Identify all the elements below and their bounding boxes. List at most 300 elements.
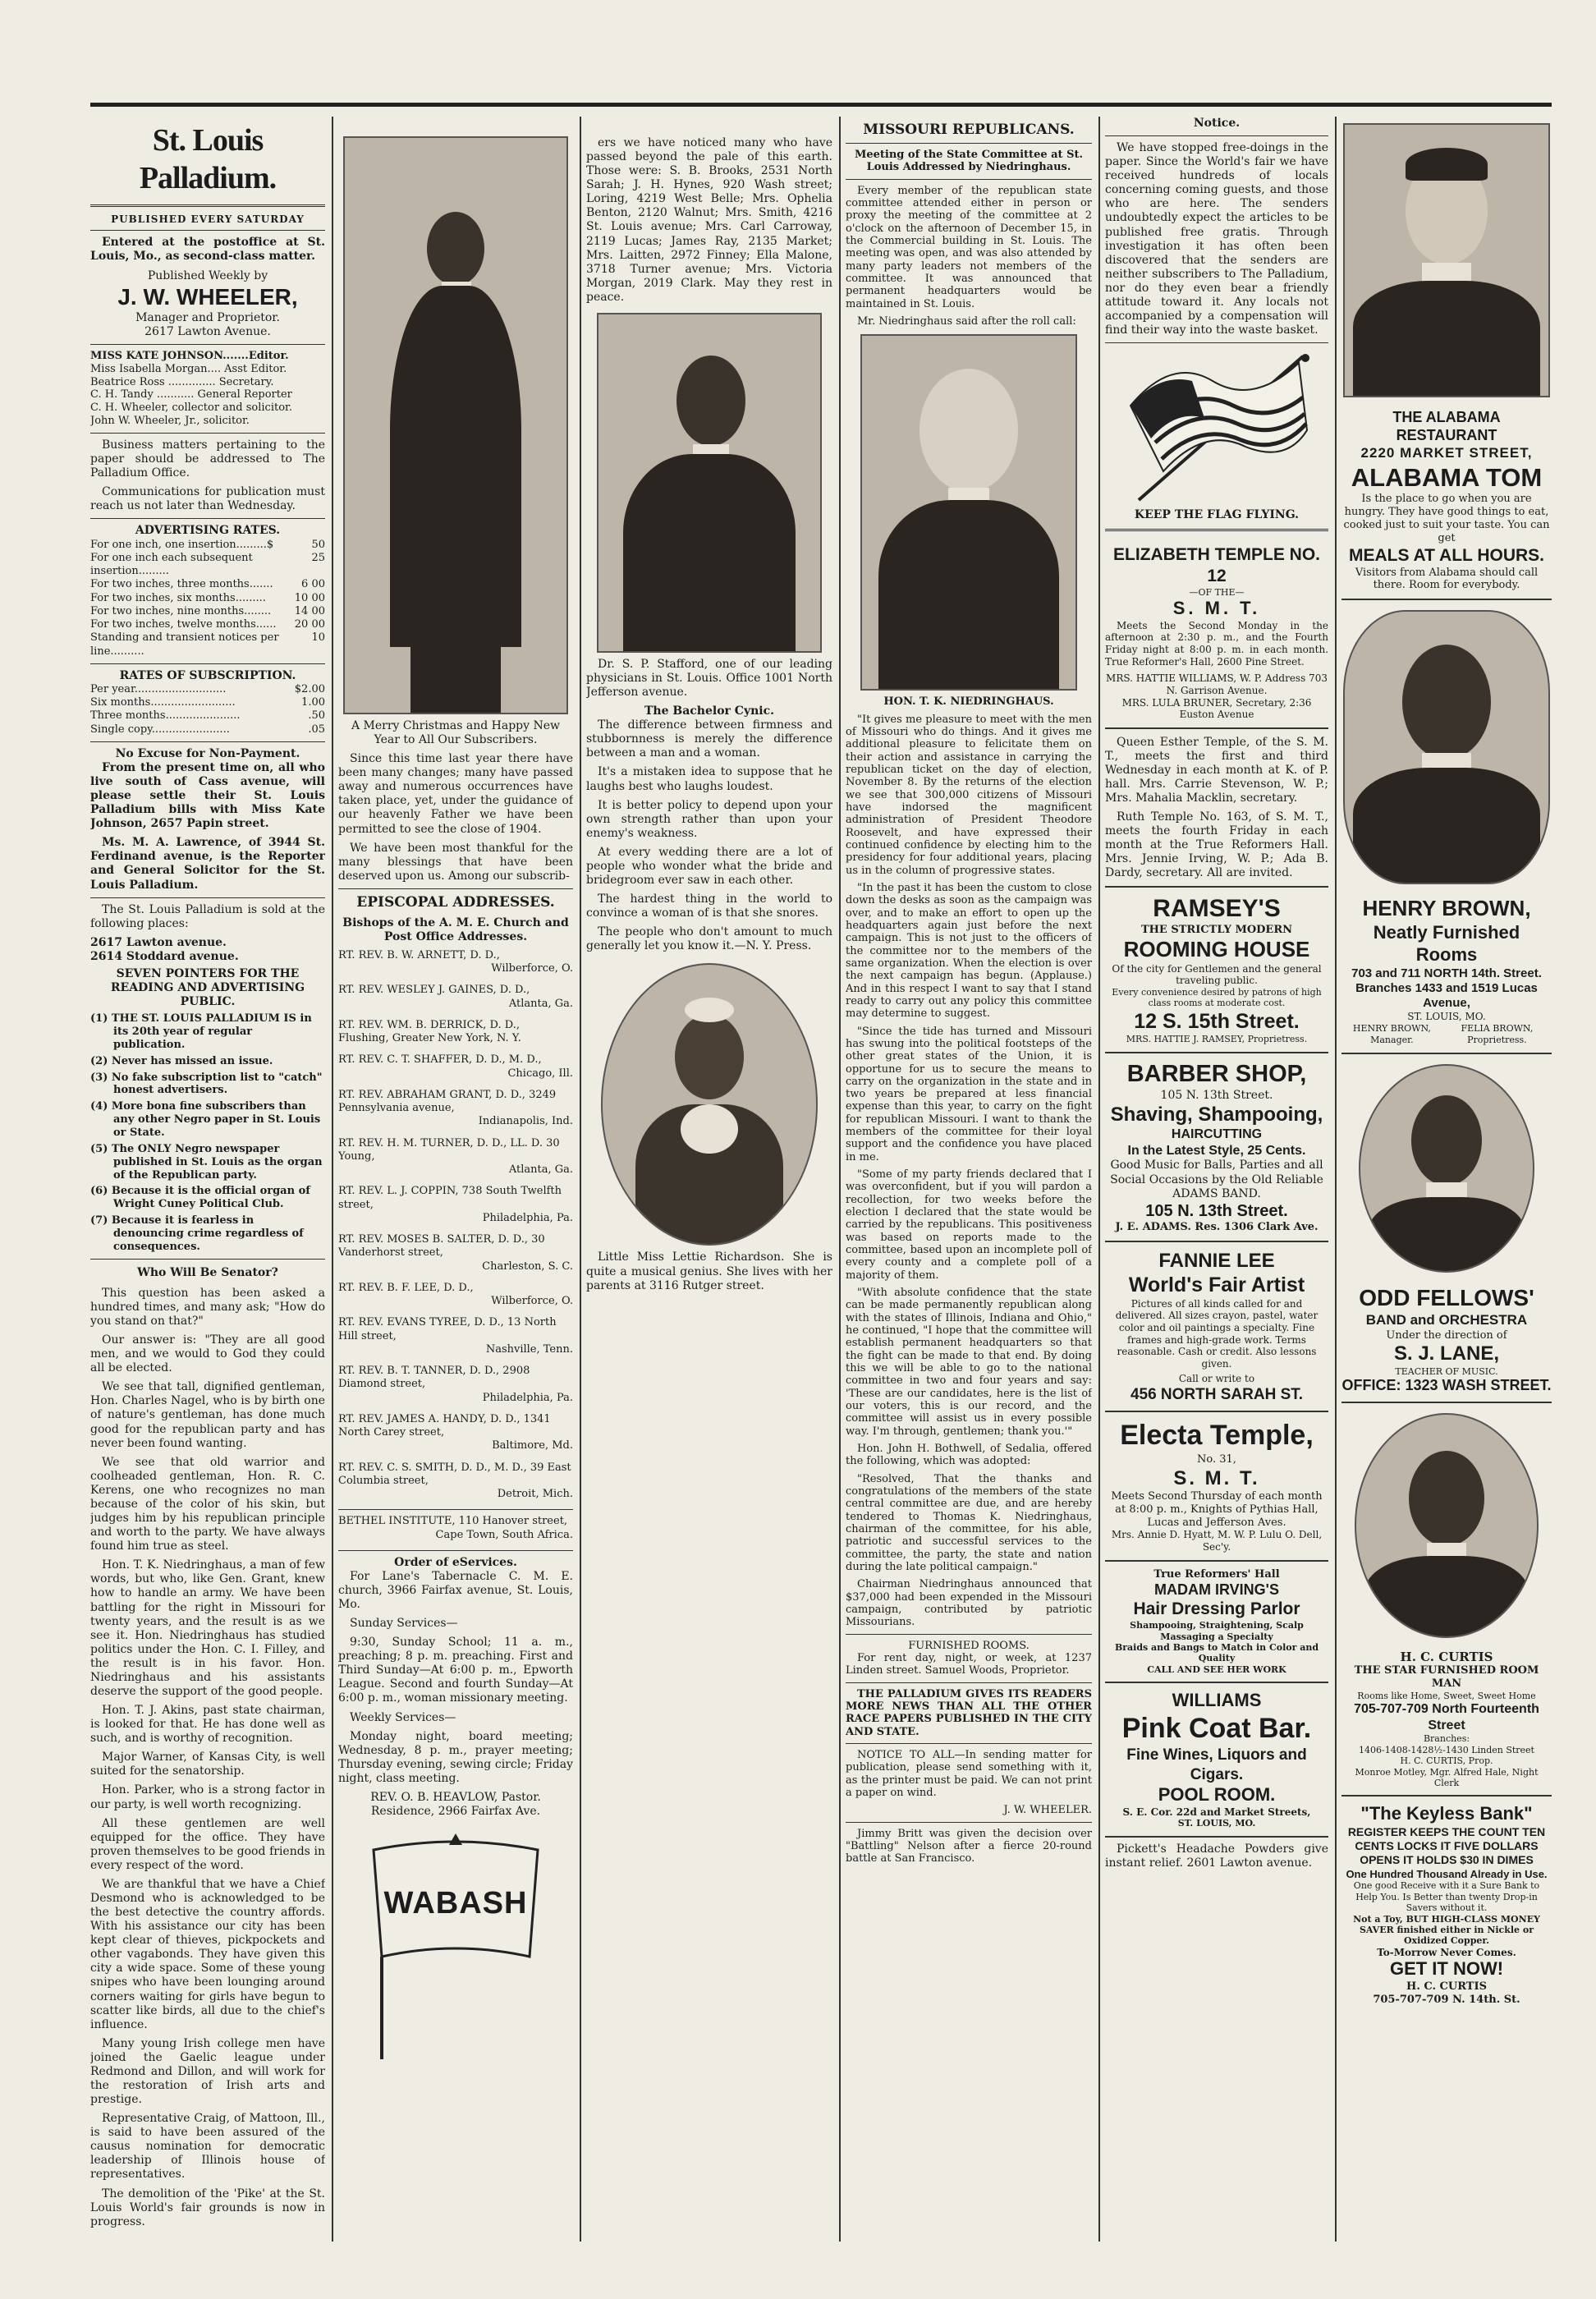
speech-paragraph: Chairman Niedringhaus announced that $37,000 had been expended in the Missouri campaign, contributed by patriotic Missourians.	[846, 1578, 1092, 1629]
rate-label: Standing and transient notices per line..........	[90, 631, 279, 658]
column-republicans	[846, 117, 1092, 2242]
williams-name: WILLIAMS	[1172, 1690, 1262, 1711]
bishop-place: Philadelphia, Pa.	[482, 1391, 573, 1404]
divider	[846, 1634, 1092, 1635]
column-masthead	[90, 117, 325, 2242]
notice-title: Notice.	[1193, 117, 1241, 130]
advertising-rates-title: ADVERTISING RATES.	[135, 524, 281, 538]
divider	[90, 433, 325, 434]
elizabeth-of: —OF THE—	[1189, 586, 1245, 598]
rate-row	[90, 631, 325, 658]
rate-value: $2.00	[294, 682, 325, 695]
oddfellows-office: OFFICE: 1323 WASH STREET.	[1341, 1377, 1552, 1394]
bishop-place: Detroit, Mich.	[497, 1488, 573, 1500]
bishop-name: RT. REV. B. F. LEE, D. D.,	[338, 1281, 474, 1294]
rate-row	[90, 539, 325, 552]
senator-paragraph: All these gentlemen are well equipped for the office. They have proven themselves to be good friends in every respect of the word.	[90, 1816, 325, 1872]
brown-sub: Neatly Furnished Rooms	[1373, 921, 1520, 965]
curtis-mgr: Monroe Motley, Mgr. Alfred Hale, Night Clerk	[1355, 1766, 1539, 1789]
divider	[90, 204, 325, 207]
senator-paragraph: Hon. T. J. Akins, past state chairman, is looked for that. He has done well as such, and is worthy of recognition.	[90, 1704, 325, 1746]
rate-value: .50	[308, 709, 325, 723]
republicans-title: MISSOURI REPUBLICANS.	[863, 122, 1075, 138]
publisher-role: Manager and Proprietor.	[135, 310, 280, 324]
senator-paragraph: Many young Irish college men have joined the Gaelic league under Redmond and Dillon, and will work for the restoration of Irish arts and prestige.	[90, 2036, 325, 2107]
elizabeth-text: Meets the Second Monday in the afternoon at 2:30 p. m., and the Fourth Friday night at 8:00 p. m. in each month. True Reformer's Hall, 2600 Pine Street.	[1105, 619, 1328, 668]
pointer-item: (1) THE ST. LOUIS PALLADIUM IS in its 20th year of regular publication.	[90, 1012, 312, 1051]
bishop-name: RT. REV. MOSES B. SALTER, D. D., 30 Vanderhorst street,	[338, 1233, 545, 1260]
rate-label: Six months.........................	[90, 696, 236, 709]
portrait-photo-dr-stafford	[597, 313, 822, 653]
senator-paragraph: Major Warner, of Kansas City, is well suited for the senatorship.	[90, 1751, 325, 1778]
bishop-entry	[338, 1089, 573, 1129]
flag-illustration	[1105, 348, 1328, 508]
divider	[846, 143, 1092, 144]
brown-officers	[1341, 1023, 1552, 1046]
bishop-entry	[338, 1282, 573, 1309]
divider	[90, 344, 325, 345]
divider	[338, 1509, 573, 1510]
keyless-tomorrow: To-Morrow Never Comes.	[1377, 1946, 1516, 1958]
divider	[90, 741, 325, 742]
notice-text: We have stopped free-doings in the paper. Since the World's fair we have received hundreds of locals concerning coming guests, and those who are here. The senders undoubtedly expect the articles to be published free gratis. Through investigation it has often been discovered that the senders are neither subscribers to The Palladium, nor do they even bear a friendly attitude toward it. Any locals not accompanied by a compensation will find their way into the waste basket.	[1105, 141, 1328, 337]
no-excuse-text: From the present time on, all who live south of Cass avenue, will please settle their St. Louis Palladium bills with Miss Kate Johnson, 2657 Papin street.	[90, 760, 325, 831]
staff-item: C. H. Wheeler, collector and solicitor.	[90, 402, 292, 415]
staff-item: Beatrice Ross .............. Secretary.	[90, 375, 274, 388]
publisher-name: J. W. WHEELER,	[117, 283, 298, 310]
bishop-name: RT. REV. B. T. TANNER, D. D., 2908 Diamond street,	[338, 1365, 530, 1391]
bishop-place: Wilberforce, O.	[491, 962, 573, 975]
divider	[338, 888, 573, 889]
portrait-photo-h-c-curtis	[1355, 1413, 1539, 1638]
ramsey-prop: MRS. HATTIE J. RAMSEY, Proprietress.	[1126, 1034, 1308, 1045]
electa-officers: Mrs. Annie D. Hyatt, M. W. P. Lulu O. Dell, Sec'y.	[1111, 1529, 1323, 1553]
bishop-place: Atlanta, Ga.	[508, 1163, 573, 1176]
services-title: Order of eServices.	[394, 1555, 517, 1569]
pointers-list	[90, 1012, 325, 1254]
bishop-entry	[338, 949, 573, 976]
senator-paragraph: We see that old warrior and coolheaded gentleman, Hon. R. C. Kerens, one who recognizes no man because of the color of his skin, but judges him by his republican principle and worth to the party. We have always found him true as steel.	[90, 1455, 325, 1553]
ad-henry-brown	[1341, 889, 1552, 1053]
divider	[846, 1743, 1092, 1744]
divider	[90, 663, 325, 664]
bishop-entry	[338, 1185, 573, 1225]
brown-address: 703 and 711 NORTH 14th. Street.	[1351, 966, 1542, 980]
bethel-place: Cape Town, South Africa.	[435, 1528, 573, 1541]
stafford-caption: Dr. S. P. Stafford, one of our leading physicians in St. Louis. Office 1001 North Jefferson avenue.	[586, 657, 832, 700]
keyless-body: REGISTER KEEPS THE COUNT TEN CENTS LOCKS IT FIVE DOLLARS OPENS IT HOLDS $30 IN DIMES	[1347, 1825, 1546, 1867]
services-item: Monday night, board meeting; Wednesday, 8 p. m., prayer meeting; Thursday evening, sewing circle; Friday night, class meeting.	[338, 1729, 573, 1785]
barber-adams: J. E. ADAMS. Res. 1306 Clark Ave.	[1115, 1221, 1319, 1234]
column-notices-ads	[1105, 117, 1328, 2242]
bishop-entry	[338, 984, 573, 1011]
bishops-list	[338, 949, 573, 1502]
bishop-entry	[338, 1019, 573, 1046]
bethel-entry	[338, 1515, 573, 1542]
oddfellows-title: ODD FELLOWS'	[1359, 1284, 1534, 1310]
pointer-item: (7) Because it is fearless in denouncing crime regardless of consequences.	[90, 1214, 304, 1253]
fannie-sub: World's Fair Artist	[1128, 1273, 1305, 1297]
flag-caption: KEEP THE FLAG FLYING.	[1134, 508, 1300, 522]
brown-title: HENRY BROWN,	[1362, 896, 1531, 921]
column-ads-right	[1341, 117, 1552, 2242]
ramsey-conv: Every convenience desired by patrons of high class rooms at moderate cost.	[1112, 986, 1322, 1009]
rate-row	[90, 578, 325, 591]
ad-pink-coat-bar	[1105, 1683, 1328, 1838]
britt-text: Jimmy Britt was given the decision over "Battling" Nelson after a fierce 20-round battle at San Francisco.	[846, 1827, 1092, 1865]
senator-paragraph: The demolition of the 'Pike' at the St. Louis World's fair grounds is now in progress.	[90, 2187, 325, 2228]
ramsey-rooming: ROOMING HOUSE	[1123, 937, 1310, 962]
barber-style: In the Latest Style, 25 Cents.	[1127, 1143, 1306, 1158]
curtis-branch-address: 1406-1408-1428½-1430 Linden Street	[1359, 1744, 1534, 1755]
published-line: PUBLISHED EVERY SATURDAY	[111, 213, 305, 225]
bishop-place: Wilberforce, O.	[491, 1295, 573, 1307]
alabama-meals: MEALS AT ALL HOURS.	[1349, 545, 1544, 565]
speech-paragraph: "Some of my party friends declared that I was overconfident, but if you will pardon a recollection, for two weeks before the election I declared that the state would be carried by the republicans. This positiveness was based on reports made to the committee, based upon an incomplete poll of every county and a complete poll of a majority of them.	[846, 1168, 1092, 1282]
divider	[90, 230, 325, 231]
pointer-item: (5) The ONLY Negro newspaper published in St. Louis as the organ of the Republican party.	[90, 1142, 323, 1182]
rate-label: For two inches, nine months........	[90, 604, 272, 617]
bishop-entry	[338, 1365, 573, 1405]
lettie-caption: Little Miss Lettie Richardson. She is quite a musical genius. She lives with her parents at 3116 Rutger street.	[586, 1250, 832, 1292]
rate-value: 10	[311, 631, 325, 645]
column-rule	[580, 117, 581, 2242]
pickett-text: Pickett's Headache Powders give instant relief. 2601 Lawton avenue.	[1105, 1842, 1328, 1870]
episcopal-title: EPISCOPAL ADDRESSES.	[356, 893, 555, 911]
pointer-item: (4) More bona fine subscribers than any other Negro paper in St. Louis or State.	[90, 1100, 321, 1140]
services-pastor: REV. O. B. HEAVLOW, Pastor. Residence, 2966 Fairfax Ave.	[370, 1790, 541, 1818]
alabama-tom: ALABAMA TOM	[1351, 462, 1543, 492]
keyless-hundred: One Hundred Thousand Already in Use.	[1346, 1867, 1548, 1880]
bishop-name: RT. REV. L. J. COPPIN, 738 South Twelfth street,	[338, 1185, 562, 1211]
bethel-name: BETHEL INSTITUTE, 110 Hanover street,	[338, 1515, 568, 1528]
republicans-intro: Mr. Niedringhaus said after the roll call:	[857, 314, 1076, 328]
rate-row	[90, 618, 325, 631]
rate-row	[90, 552, 325, 579]
ramsey-strict: THE STRICTLY MODERN	[1140, 924, 1293, 937]
subscription-rates-title: RATES OF SUBSCRIPTION.	[119, 668, 296, 682]
ramsey-title: RAMSEY'S	[1153, 894, 1281, 922]
ad-fannie-lee	[1105, 1242, 1328, 1412]
fannie-title: FANNIE LEE	[1158, 1249, 1275, 1272]
divider	[338, 1550, 573, 1551]
alabama-title: THE ALABAMA RESTAURANT	[1392, 409, 1501, 443]
bishop-place: Nashville, Tenn.	[485, 1342, 573, 1356]
divider	[846, 1822, 1092, 1823]
column-rule	[332, 117, 333, 2242]
business-notice: Business matters pertaining to the paper should be addressed to The Palladium Office.	[90, 438, 325, 480]
entered-notice: Entered at the postoffice at St. Louis, Mo., as second-class matter.	[90, 236, 325, 264]
speech-paragraph: "With absolute confidence that the state can be made permanently republican along with the states of Illinois, Indiana and Ohio," he continued, "I hope that the committee will establish permanent headquarters so that the fight can be made to that end. By doing this we will be able to go to the national committee in two and four years and say: 'These are our candidates, here is the list of our voters, this is our record, and the committee will assist us in every possible way. I'm through, gentlemen; thank you.'"	[846, 1287, 1092, 1438]
wabash-banner	[357, 1833, 554, 2063]
bishop-entry	[338, 1462, 573, 1502]
rate-row	[90, 696, 325, 709]
brown-branches: Branches 1433 and 1519 Lucas Avenue,	[1355, 980, 1538, 1011]
staff-item: Miss Isabella Morgan.... Asst Editor.	[90, 362, 287, 375]
divider	[1105, 135, 1328, 136]
palladium-gives: THE PALLADIUM GIVES ITS READERS MORE NEWS THAN ALL THE OTHER RACE PAPERS PUBLISHED IN THE CITY AND STATE.	[846, 1687, 1092, 1738]
masthead-title: St. Louis Palladium.	[139, 123, 277, 196]
bishop-place: Atlanta, Ga.	[508, 997, 573, 1010]
published-weekly: Published Weekly by	[147, 268, 268, 282]
oddfellows-dir: Under the direction of	[1386, 1328, 1507, 1342]
column-portraits	[586, 117, 832, 2242]
rate-row	[90, 709, 325, 723]
brown-city: ST. LOUIS, MO.	[1407, 1011, 1486, 1023]
subscription-rates-table	[90, 683, 325, 737]
seven-pointers-title: SEVEN POINTERS FOR THE READING AND ADVERTISING PUBLIC.	[110, 966, 305, 1009]
ad-alabama-restaurant	[1341, 402, 1552, 600]
elizabeth-officer: MRS. HATTIE WILLIAMS, W. P. Address 703 N. Garrison Avenue.	[1106, 672, 1328, 696]
speech-paragraph: Hon. John H. Bothwell, of Sedalia, offered the following, which was adopted:	[846, 1443, 1092, 1468]
ad-madam-irving	[1105, 1562, 1328, 1683]
rate-value: 14 00	[294, 604, 325, 617]
publisher-address: 2617 Lawton Avenue.	[144, 324, 271, 338]
staff-item: C. H. Tandy ........... General Reporter	[90, 388, 292, 402]
bachelor-item: The difference between firmness and stubbornness is merely the difference between a man and a woman.	[586, 718, 832, 760]
bishop-entry	[338, 1316, 573, 1356]
republicans-subtitle: Meeting of the State Committee at St. Louis Addressed by Niedringhaus.	[854, 149, 1084, 174]
curtis-branches: Branches:	[1423, 1733, 1470, 1745]
ad-barber-shop	[1105, 1053, 1328, 1242]
irving-call: CALL AND SEE HER WORK	[1147, 1663, 1286, 1675]
divider	[90, 518, 325, 519]
bachelor-item: The hardest thing in the world to convince a woman of is that she snores.	[586, 893, 832, 920]
pool-room: POOL ROOM.	[1158, 1783, 1276, 1805]
barber-shave: Shaving, Shampooing,	[1110, 1104, 1323, 1127]
wabash-text: WABASH	[383, 1886, 528, 1921]
christmas-text: Since this time last year there have been many changes; many have passed away and numerous occurrences have taken place, yet, under the guidance of our heavenly Father we have been permitted to see the close of 1904.	[338, 752, 573, 836]
senator-title: Who Will Be Senator?	[137, 1265, 278, 1279]
ruth-temple-text: Ruth Temple No. 163, of S. M. T., meets the fourth Friday in each month at the True Reformers Hall. Mrs. Jennie Irving, W. P.; Ada B. Dardy, secretary. All are invited.	[1105, 810, 1328, 880]
sold-at: The St. Louis Palladium is sold at the following places:	[90, 902, 325, 930]
brown-proprietress: FELIA BROWN, Proprietress.	[1461, 1023, 1534, 1045]
barber-title: BARBER SHOP,	[1126, 1060, 1307, 1087]
rate-value: 25	[311, 551, 325, 564]
rate-label: Single copy.......................	[90, 723, 230, 736]
rate-label: For two inches, six months.........	[90, 591, 266, 604]
bishop-name: RT. REV. B. W. ARNETT, D. D.,	[338, 948, 500, 961]
american-flag-icon	[1114, 348, 1319, 504]
bishop-name: RT. REV. H. M. TURNER, D. D., LL. D. 30 Young,	[338, 1136, 560, 1163]
rate-label: Per year...........................	[90, 682, 227, 695]
christmas-caption: A Merry Christmas and Happy New Year to All Our Subscribers.	[351, 719, 561, 747]
divider	[90, 897, 325, 898]
services-item: For Lane's Tabernacle C. M. E. church, 3966 Fairfax avenue, St. Louis, Mo.	[338, 1569, 573, 1611]
bishop-name: RT. REV. C. S. SMITH, D. D., M. D., 39 East Columbia street,	[338, 1461, 571, 1487]
pointer-item: (2) Never has missed an issue.	[90, 1054, 273, 1067]
rate-label: For two inches, three months.......	[90, 578, 273, 591]
electa-title: Electa Temple,	[1120, 1420, 1314, 1452]
senator-paragraph: We see that tall, dignified gentleman, Hon. Charles Nagel, who is by birth one of nature's gentleman, has done much good for the republican party and has never been found wanting.	[90, 1380, 325, 1450]
pointer-item: (6) Because it is the official organ of Wright Cuney Political Club.	[90, 1185, 310, 1211]
bachelor-item: It is better policy to depend upon your own strength rather than upon your enemy's weakness.	[586, 798, 832, 840]
services-item: Sunday Services—	[350, 1617, 458, 1631]
portrait-photo-s-j-lane	[1359, 1064, 1534, 1273]
alabama-visitors: Visitors from Alabama should call there. Room for everybody.	[1355, 566, 1539, 592]
bishop-name: RT. REV. C. T. SHAFFER, D. D., M. D.,	[338, 1053, 542, 1067]
divider	[90, 1259, 325, 1260]
pool-address: S. E. Cor. 22d and Market Streets,	[1122, 1806, 1311, 1818]
rate-row	[90, 723, 325, 737]
ad-odd-fellows	[1341, 1278, 1552, 1403]
irving-title: MADAM IRVING'S	[1154, 1581, 1279, 1598]
services-item: Weekly Services—	[350, 1710, 456, 1724]
rate-label: Three months......................	[90, 709, 241, 723]
staff-item: MISS KATE JOHNSON.......Editor.	[90, 349, 289, 362]
senator-paragraph: Hon. Parker, who is a strong factor in our party, is well worth recognizing.	[90, 1783, 325, 1811]
senator-paragraph: This question has been asked a hundred times, and many ask; "How do you stand on that?"	[90, 1286, 325, 1328]
bishop-place: Philadelphia, Pa.	[482, 1211, 573, 1224]
pink-coat-title: Pink Coat Bar.	[1121, 1712, 1312, 1744]
fannie-address: 456 NORTH SARAH ST.	[1130, 1386, 1304, 1404]
thankful-text: We have been most thankful for the many blessings that have been deserved upon us. Among our subscrib-	[338, 841, 573, 883]
curtis-prop: H. C. CURTIS, Prop.	[1400, 1755, 1493, 1767]
bishop-place: Charleston, S. C.	[482, 1260, 573, 1273]
senator-paragraph: Representative Craig, of Mattoon, Ill., is said to have been assured of the causus nomination for democratic leadership of Illinois house of representatives.	[90, 2112, 325, 2182]
elizabeth-officer: MRS. LULA BRUNER, Secretary, 2:36 Euston Avenue	[1121, 696, 1312, 721]
rate-value: 50	[311, 538, 325, 551]
bishop-entry	[338, 1413, 573, 1453]
rate-row	[90, 605, 325, 618]
rate-row	[90, 592, 325, 605]
queen-esther-text: Queen Esther Temple, of the S. M. T., meets the first and third Wednesday in each month at K. of P. hall. Mrs. Carrie Stevenson, W. P.; Mrs. Mahalia Macklin, secretary.	[1105, 735, 1328, 805]
rate-value: 20 00	[294, 618, 325, 631]
newspaper-page	[90, 103, 1552, 2242]
no-excuse-title: No Excuse for Non-Payment.	[115, 746, 300, 760]
barber-music: Good Music for Balls, Parties and all Social Occasions by the Old Reliable ADAMS BAND.	[1110, 1159, 1323, 1200]
elizabeth-smt: S. M. T.	[1172, 597, 1261, 618]
keyless-get-it: GET IT NOW!	[1389, 1958, 1504, 1980]
bishop-entry	[338, 1053, 573, 1081]
keyless-toy: Not a Toy, BUT HIGH-CLASS MONEY SAVER finished either in Nickle or Oxidized Copper.	[1353, 1913, 1540, 1947]
column-rule	[1098, 117, 1100, 2242]
advertising-rates-table	[90, 539, 325, 658]
pool-city: ST. LOUIS, MO.	[1177, 1818, 1256, 1829]
electa-body: Meets Second Thursday of each month at 8:00 p. m., Knights of Pythias Hall, Lucas and Jefferson Aves.	[1111, 1489, 1323, 1529]
barber-haircutting: HAIRCUTTING	[1171, 1127, 1263, 1142]
curtis-address: 705-707-709 North Fourteenth Street	[1354, 1702, 1539, 1732]
rate-value: 10 00	[294, 591, 325, 604]
irving-sub: Hair Dressing Parlor	[1133, 1599, 1300, 1619]
oddfellows-lane: S. J. LANE,	[1393, 1342, 1500, 1365]
staff-list	[90, 350, 325, 428]
ramsey-address: 12 S. 15th Street.	[1134, 1009, 1300, 1033]
rate-row	[90, 683, 325, 696]
fannie-body: Pictures of all kinds called for and delivered. All sizes crayon, pastel, water color and oil paintings a specialty. Fine frames and high-grade work. Terms reasonable. Cash or credit. Also lessons given.	[1115, 1297, 1319, 1370]
furnished-title: FURNISHED ROOMS.	[908, 1639, 1030, 1652]
bishop-entry	[338, 1137, 573, 1177]
divider	[1105, 342, 1328, 343]
furnished-text: For rent day, night, or week, at 1237 Linden street. Samuel Woods, Proprietor.	[846, 1651, 1092, 1677]
rate-label: For one inch each subsequent insertion.........	[90, 551, 253, 578]
irving-body: Shampooing, Straightening, Scalp Massaging a Specialty	[1130, 1620, 1304, 1642]
electa-smt: S. M. T.	[1173, 1466, 1260, 1489]
oddfellows-teacher: TEACHER OF MUSIC.	[1395, 1365, 1498, 1377]
place-item: 2617 Lawton avenue.	[90, 935, 227, 949]
ramsey-city: Of the city for Gentlemen and the general traveling public.	[1112, 962, 1322, 987]
bishop-place: Chicago, Ill.	[507, 1067, 573, 1080]
speech-paragraph: "It gives me pleasure to meet with the men of Missouri who do things. And it gives me additional pleasure to felicitate them on their action and assistance in carrying the republican ticket on the day of election, November 8. By the returns of the election we see that 300,000 citizens of Missouri have indorsed the magnificent administration of President Theodore Roosevelt, and have expressed their continued confidence by electing him to the presidency for four additional years, placing us in the column of progressive states.	[846, 713, 1092, 877]
portrait-photo-henry-brown	[1343, 610, 1550, 884]
ad-electa-temple	[1105, 1412, 1328, 1561]
portrait-photo-alabama-tom	[1343, 123, 1550, 397]
niedringhaus-caption: HON. T. K. NIEDRINGHAUS.	[883, 695, 1054, 709]
speech-paragraph: "Resolved, That the thanks and congratulations of the members of the state central committee are due, and are hereby tendered to Thomas K. Niedringhaus, chairman of the committee, for his able, patriotic and successful services to the committee, the party, the state and nation during the late political campaign."	[846, 1472, 1092, 1573]
notice-signature: J. W. WHEELER.	[1003, 1804, 1092, 1817]
bishop-name: RT. REV. WM. B. DERRICK, D. D., Flushing, Greater New York, N. Y.	[338, 1018, 521, 1044]
rate-value: .05	[308, 723, 325, 736]
electa-no: No. 31,	[1197, 1452, 1236, 1466]
brown-manager: HENRY BROWN, Manager.	[1352, 1023, 1431, 1045]
ad-h-c-curtis	[1341, 1643, 1552, 1797]
alabama-body: Is the place to go when you are hungry. They have good things to eat, cooked just to suit your taste. You can get	[1343, 493, 1550, 545]
lawrence-notice: Ms. M. A. Lawrence, of 3944 St. Ferdinand avenue, is the Reporter and General Solicitor for the St. Louis Palladium.	[90, 836, 325, 892]
bachelor-item: It's a mistaken idea to suppose that he laughs best who laughs loudest.	[586, 765, 832, 793]
column-christmas	[338, 117, 573, 2242]
bishop-place: Indianapolis, Ind.	[478, 1115, 573, 1128]
staff-item: John W. Wheeler, Jr., solicitor.	[90, 415, 250, 428]
pink-coat-wines: Fine Wines, Liquors and Cigars.	[1126, 1746, 1307, 1783]
rate-label: For one inch, one insertion.........$	[90, 538, 274, 551]
obituary-text: ers we have noticed many who have passed beyond the pale of this earth. Those were: S. B. Brooks, 2531 North Sarah; J. H. Hynes, 920 Wash street; Loring, 4219 West Belle; Mrs. Ophelia Benton, 2120 Walnut; Mrs. Smith, 4216 St. Louis avenue; Mrs. Carl Carroway, 2119 Lucas; James Ray, 2135 Market; Mrs. Laitten, 2972 Finney; Ella Malone, 3718 Turner avenue; Mrs. Victoria Morgan, 2019 Clark. May they rest in peace.	[586, 136, 832, 304]
ad-ramseys	[1105, 886, 1328, 1053]
bachelor-item: At every wedding there are a lot of people who wonder what the bride and bridegroom ever saw in each other.	[586, 845, 832, 888]
column-rule	[839, 117, 841, 2242]
rate-value: 6 00	[301, 578, 325, 591]
republicans-intro: Every member of the republican state committee attended either in person or proxy the meeting of the committee at 2 o'clock on the afternoon of December 15, in the Commercial building in St. Louis. The meeting was open, and was also attended by many party leaders not members of the committee. It was announced that permanent headquarters would be maintained in St. Louis.	[846, 184, 1092, 310]
bachelor-item: The people who don't amount to much generally let you know it.—N. Y. Press.	[586, 925, 832, 953]
keyless-address: 705-707-709 N. 14th. St.	[1373, 1994, 1520, 2007]
fannie-call: Call or write to	[1178, 1373, 1255, 1385]
bishop-place: Baltimore, Md.	[492, 1439, 573, 1452]
alabama-address: 2220 MARKET STREET,	[1360, 444, 1533, 461]
senator-paragraph: Our answer is: "They are all good men, and we would to God they could all be elected.	[90, 1333, 325, 1375]
notice-to-all: NOTICE TO ALL—In sending matter for publication, please send something with it, as the printer must be paid. We can not print a paper on wind.	[846, 1748, 1092, 1799]
bishop-name: RT. REV. JAMES A. HANDY, D. D., 1341 North Carey street,	[338, 1412, 551, 1439]
services-item: 9:30, Sunday School; 11 a. m., preaching; 8 p. m. preaching. First and Third Sunday—At 6:00 p. m., Epworth League. Second and fourth Sunday—At 6:00 p. m., woman missionary meeting.	[338, 1636, 573, 1705]
column-rule	[1335, 117, 1337, 2242]
keyless-curtis: H. C. CURTIS	[1406, 1980, 1487, 1994]
wabash-flag-icon	[357, 1833, 554, 2063]
barber-address-2: 105 N. 13th Street.	[1145, 1201, 1288, 1220]
rate-label: For two inches, twelve months......	[90, 618, 277, 631]
place-item: 2614 Stoddard avenue.	[90, 949, 239, 963]
bishop-name: RT. REV. WESLEY J. GAINES, D. D.,	[338, 984, 530, 997]
oddfellows-sub: BAND and ORCHESTRA	[1365, 1311, 1528, 1328]
irving-braids: Braids and Bangs to Match in Color and Quality	[1114, 1641, 1319, 1664]
ad-elizabeth-temple	[1105, 538, 1328, 728]
speech-paragraph: "Since the tide has turned and Missouri has swung into the political footsteps of the other great states of the Union, it is opportune for us to secure the means to carry on the organization in the state and in two years be prepared at less financial expense than this year, to carry on the fight for republican Missouri. I want to thank the members of the committee for their loyal support and the confidence you have placed in me.	[846, 1025, 1092, 1163]
curtis-rooms: Rooms like Home, Sweet, Sweet Home	[1357, 1691, 1536, 1701]
barber-address: 105 N. 13th Street.	[1160, 1089, 1273, 1103]
senator-paragraph: We are thankful that we have a Chief Desmond who is acknowledged to be the best detective the country affords. With his assistance our city has been kept clear of thieves, pickpockets and other vagabonds. They have given this city a wide space. Some of these young snipes who have been lounging around corners waiting for girls have begun to scatter like birds, all due to the chief's influence.	[90, 1877, 325, 2031]
senator-paragraph: Hon. T. K. Niedringhaus, a man of few words, but who, like Gen. Grant, knew how to handle an army. We have been battling for the right in Missouri for twenty years, and the result is as we see it. Hon. Niedringhaus has studied politics under the Hon. C. I. Filley, and the result is in his favor. Hon. Niedringhaus and his assistants deserve the support of the good people.	[90, 1558, 325, 1698]
speech-paragraph: "In the past it has been the custom to close down the desks as soon as the campaign was over, and to make an effort to open up the headquarters again just before the next campaign. This is not just to the officers of the committee nor to the members of the same organization. When the election is over the next campaign has begun. (Applause.) And in this respect I want to say that I stand ready to carry out any policy this committee may determine to suggest.	[846, 881, 1092, 1021]
portrait-photo-niedringhaus	[860, 334, 1077, 691]
divider	[1105, 529, 1328, 531]
pointer-item: (3) No fake subscription list to "catch" honest advertisers.	[90, 1071, 323, 1097]
rate-value: 1.00	[301, 696, 325, 709]
true-reformers-hall: True Reformers' Hall	[1153, 1567, 1280, 1581]
curtis-name: H. C. CURTIS	[1400, 1649, 1493, 1664]
portrait-photo-standing-man	[343, 136, 568, 714]
keyless-title: "The Keyless Bank"	[1360, 1803, 1533, 1824]
bishop-entry	[338, 1233, 573, 1273]
communications-notice: Communications for publication must reach us not later than Wednesday.	[90, 485, 325, 513]
bishops-intro: Bishops of the A. M. E. Church and Post Office Addresses.	[342, 915, 569, 943]
divider	[846, 179, 1092, 180]
